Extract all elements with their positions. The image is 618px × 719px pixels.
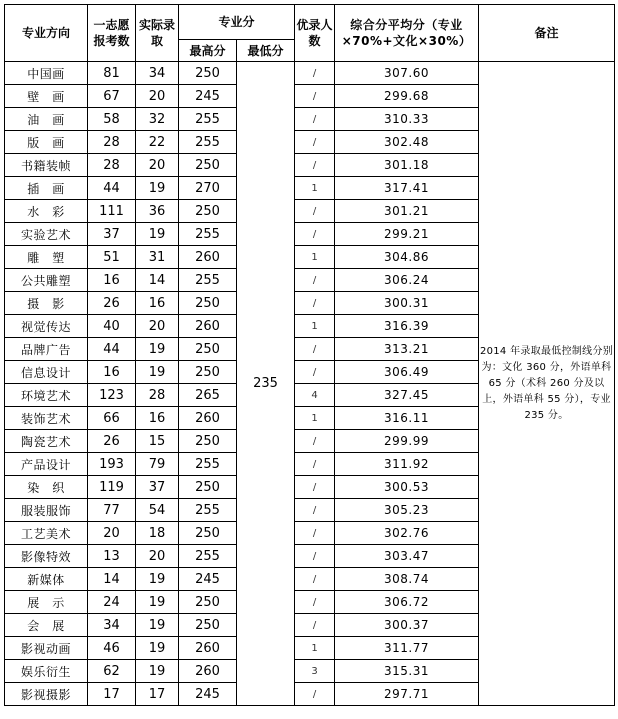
cell-admitted: 19: [136, 568, 179, 591]
cell-admitted: 19: [136, 591, 179, 614]
cell-max: 250: [179, 62, 237, 85]
cell-direction: 娱乐衍生: [5, 660, 88, 683]
cell-excellent: 1: [295, 246, 335, 269]
cell-excellent: /: [295, 430, 335, 453]
cell-excellent: 1: [295, 407, 335, 430]
cell-max: 250: [179, 614, 237, 637]
cell-max: 260: [179, 660, 237, 683]
cell-direction: 会 展: [5, 614, 88, 637]
cell-applicants: 28: [88, 131, 136, 154]
cell-composite-avg: 306.24: [335, 269, 479, 292]
cell-direction: 版 画: [5, 131, 88, 154]
cell-max: 250: [179, 522, 237, 545]
header-direction: 专业方向: [5, 5, 88, 62]
cell-composite-avg: 299.21: [335, 223, 479, 246]
cell-admitted: 37: [136, 476, 179, 499]
cell-admitted: 15: [136, 430, 179, 453]
cell-direction: 环境艺术: [5, 384, 88, 407]
cell-excellent: /: [295, 361, 335, 384]
cell-excellent: /: [295, 62, 335, 85]
cell-composite-avg: 311.92: [335, 453, 479, 476]
cell-max: 255: [179, 131, 237, 154]
cell-applicants: 111: [88, 200, 136, 223]
cell-direction: 中国画: [5, 62, 88, 85]
header-major-score: 专业分: [179, 5, 295, 40]
cell-excellent: /: [295, 499, 335, 522]
cell-admitted: 16: [136, 407, 179, 430]
cell-admitted: 79: [136, 453, 179, 476]
cell-excellent: /: [295, 131, 335, 154]
cell-admitted: 19: [136, 660, 179, 683]
cell-max: 250: [179, 430, 237, 453]
header-min: 最低分: [237, 40, 295, 62]
cell-admitted: 19: [136, 361, 179, 384]
cell-direction: 装饰艺术: [5, 407, 88, 430]
cell-excellent: /: [295, 269, 335, 292]
cell-direction: 视觉传达: [5, 315, 88, 338]
cell-admitted: 22: [136, 131, 179, 154]
cell-admitted: 17: [136, 683, 179, 706]
cell-excellent: /: [295, 522, 335, 545]
cell-excellent: /: [295, 591, 335, 614]
cell-applicants: 40: [88, 315, 136, 338]
cell-admitted: 19: [136, 338, 179, 361]
cell-composite-avg: 300.37: [335, 614, 479, 637]
cell-composite-avg: 327.45: [335, 384, 479, 407]
cell-max: 250: [179, 361, 237, 384]
cell-direction: 染 织: [5, 476, 88, 499]
header-applicants: 一志愿报考数: [88, 5, 136, 62]
cell-composite-avg: 302.48: [335, 131, 479, 154]
cell-admitted: 19: [136, 637, 179, 660]
cell-max: 260: [179, 315, 237, 338]
cell-excellent: 1: [295, 315, 335, 338]
cell-composite-avg: 308.74: [335, 568, 479, 591]
cell-max: 245: [179, 85, 237, 108]
cell-max: 245: [179, 568, 237, 591]
cell-direction: 服装服饰: [5, 499, 88, 522]
cell-min-score: 235: [237, 62, 295, 706]
cell-applicants: 58: [88, 108, 136, 131]
cell-composite-avg: 306.49: [335, 361, 479, 384]
cell-direction: 摄 影: [5, 292, 88, 315]
cell-composite-avg: 300.31: [335, 292, 479, 315]
cell-applicants: 66: [88, 407, 136, 430]
cell-composite-avg: 297.71: [335, 683, 479, 706]
cell-composite-avg: 306.72: [335, 591, 479, 614]
cell-applicants: 14: [88, 568, 136, 591]
table-body: [5, 62, 615, 706]
cell-max: 255: [179, 499, 237, 522]
cell-applicants: 123: [88, 384, 136, 407]
cell-composite-avg: 316.11: [335, 407, 479, 430]
cell-applicants: 28: [88, 154, 136, 177]
cell-applicants: 67: [88, 85, 136, 108]
cell-direction: 实验艺术: [5, 223, 88, 246]
cell-excellent: /: [295, 614, 335, 637]
cell-composite-avg: 310.33: [335, 108, 479, 131]
cell-direction: 新媒体: [5, 568, 88, 591]
admission-table: [4, 4, 615, 706]
cell-composite-avg: 301.21: [335, 200, 479, 223]
cell-admitted: 18: [136, 522, 179, 545]
cell-direction: 展 示: [5, 591, 88, 614]
cell-composite-avg: 317.41: [335, 177, 479, 200]
cell-max: 250: [179, 338, 237, 361]
cell-direction: 影像特效: [5, 545, 88, 568]
cell-direction: 影视摄影: [5, 683, 88, 706]
cell-composite-avg: 301.18: [335, 154, 479, 177]
cell-composite-avg: 303.47: [335, 545, 479, 568]
cell-applicants: 16: [88, 361, 136, 384]
cell-composite-avg: 315.31: [335, 660, 479, 683]
cell-admitted: 16: [136, 292, 179, 315]
cell-max: 250: [179, 476, 237, 499]
cell-excellent: /: [295, 223, 335, 246]
cell-admitted: 36: [136, 200, 179, 223]
cell-direction: 雕 塑: [5, 246, 88, 269]
cell-applicants: 20: [88, 522, 136, 545]
cell-applicants: 37: [88, 223, 136, 246]
header-excellent: 优录人数: [295, 5, 335, 62]
cell-admitted: 34: [136, 62, 179, 85]
cell-admitted: 20: [136, 85, 179, 108]
cell-max: 245: [179, 683, 237, 706]
cell-max: 255: [179, 108, 237, 131]
cell-composite-avg: 299.99: [335, 430, 479, 453]
cell-max: 260: [179, 637, 237, 660]
cell-excellent: /: [295, 200, 335, 223]
cell-direction: 工艺美术: [5, 522, 88, 545]
cell-applicants: 81: [88, 62, 136, 85]
cell-admitted: 14: [136, 269, 179, 292]
cell-direction: 书籍装帧: [5, 154, 88, 177]
cell-max: 260: [179, 407, 237, 430]
cell-composite-avg: 302.76: [335, 522, 479, 545]
cell-composite-avg: 299.68: [335, 85, 479, 108]
cell-max: 270: [179, 177, 237, 200]
cell-excellent: /: [295, 154, 335, 177]
cell-applicants: 193: [88, 453, 136, 476]
cell-direction: 油 画: [5, 108, 88, 131]
cell-max: 250: [179, 154, 237, 177]
cell-direction: 陶瓷艺术: [5, 430, 88, 453]
cell-applicants: 16: [88, 269, 136, 292]
cell-admitted: 20: [136, 545, 179, 568]
cell-applicants: 44: [88, 177, 136, 200]
cell-admitted: 19: [136, 223, 179, 246]
cell-excellent: /: [295, 568, 335, 591]
cell-admitted: 19: [136, 614, 179, 637]
cell-applicants: 51: [88, 246, 136, 269]
cell-applicants: 13: [88, 545, 136, 568]
cell-composite-avg: 300.53: [335, 476, 479, 499]
cell-direction: 信息设计: [5, 361, 88, 384]
cell-excellent: 4: [295, 384, 335, 407]
cell-direction: 公共雕塑: [5, 269, 88, 292]
header-max: 最高分: [179, 40, 237, 62]
cell-excellent: /: [295, 476, 335, 499]
cell-direction: 水 彩: [5, 200, 88, 223]
cell-excellent: /: [295, 108, 335, 131]
cell-composite-avg: 307.60: [335, 62, 479, 85]
cell-note: 2014 年录取最低控制线分别为：文化 360 分，外语单科 65 分（术科 260 分及以上，外语单科 55 分），专业 235 分。: [479, 62, 615, 706]
table-row: [5, 62, 615, 85]
cell-applicants: 119: [88, 476, 136, 499]
cell-applicants: 24: [88, 591, 136, 614]
cell-applicants: 34: [88, 614, 136, 637]
cell-admitted: 28: [136, 384, 179, 407]
cell-excellent: 3: [295, 660, 335, 683]
cell-excellent: 1: [295, 177, 335, 200]
header-note: 备注: [479, 5, 615, 62]
cell-direction: 品牌广告: [5, 338, 88, 361]
cell-admitted: 20: [136, 315, 179, 338]
cell-direction: 壁 画: [5, 85, 88, 108]
cell-excellent: /: [295, 545, 335, 568]
cell-excellent: /: [295, 683, 335, 706]
cell-composite-avg: 316.39: [335, 315, 479, 338]
cell-max: 250: [179, 591, 237, 614]
cell-admitted: 31: [136, 246, 179, 269]
cell-excellent: /: [295, 292, 335, 315]
cell-max: 260: [179, 246, 237, 269]
cell-applicants: 46: [88, 637, 136, 660]
cell-direction: 插 画: [5, 177, 88, 200]
cell-excellent: /: [295, 338, 335, 361]
cell-applicants: 17: [88, 683, 136, 706]
cell-applicants: 44: [88, 338, 136, 361]
cell-applicants: 62: [88, 660, 136, 683]
cell-applicants: 77: [88, 499, 136, 522]
cell-applicants: 26: [88, 430, 136, 453]
cell-composite-avg: 311.77: [335, 637, 479, 660]
cell-max: 265: [179, 384, 237, 407]
cell-direction: 产品设计: [5, 453, 88, 476]
cell-admitted: 32: [136, 108, 179, 131]
cell-admitted: 54: [136, 499, 179, 522]
cell-admitted: 19: [136, 177, 179, 200]
cell-composite-avg: 304.86: [335, 246, 479, 269]
cell-excellent: 1: [295, 637, 335, 660]
cell-max: 250: [179, 200, 237, 223]
cell-max: 255: [179, 223, 237, 246]
cell-max: 255: [179, 545, 237, 568]
cell-composite-avg: 313.21: [335, 338, 479, 361]
cell-excellent: /: [295, 85, 335, 108]
cell-applicants: 26: [88, 292, 136, 315]
header-admitted: 实际录取: [136, 5, 179, 62]
cell-max: 250: [179, 292, 237, 315]
header-composite: 综合分平均分（专业×70%+文化×30%）: [335, 5, 479, 62]
cell-composite-avg: 305.23: [335, 499, 479, 522]
cell-max: 255: [179, 453, 237, 476]
cell-excellent: /: [295, 453, 335, 476]
cell-max: 255: [179, 269, 237, 292]
cell-admitted: 20: [136, 154, 179, 177]
cell-direction: 影视动画: [5, 637, 88, 660]
